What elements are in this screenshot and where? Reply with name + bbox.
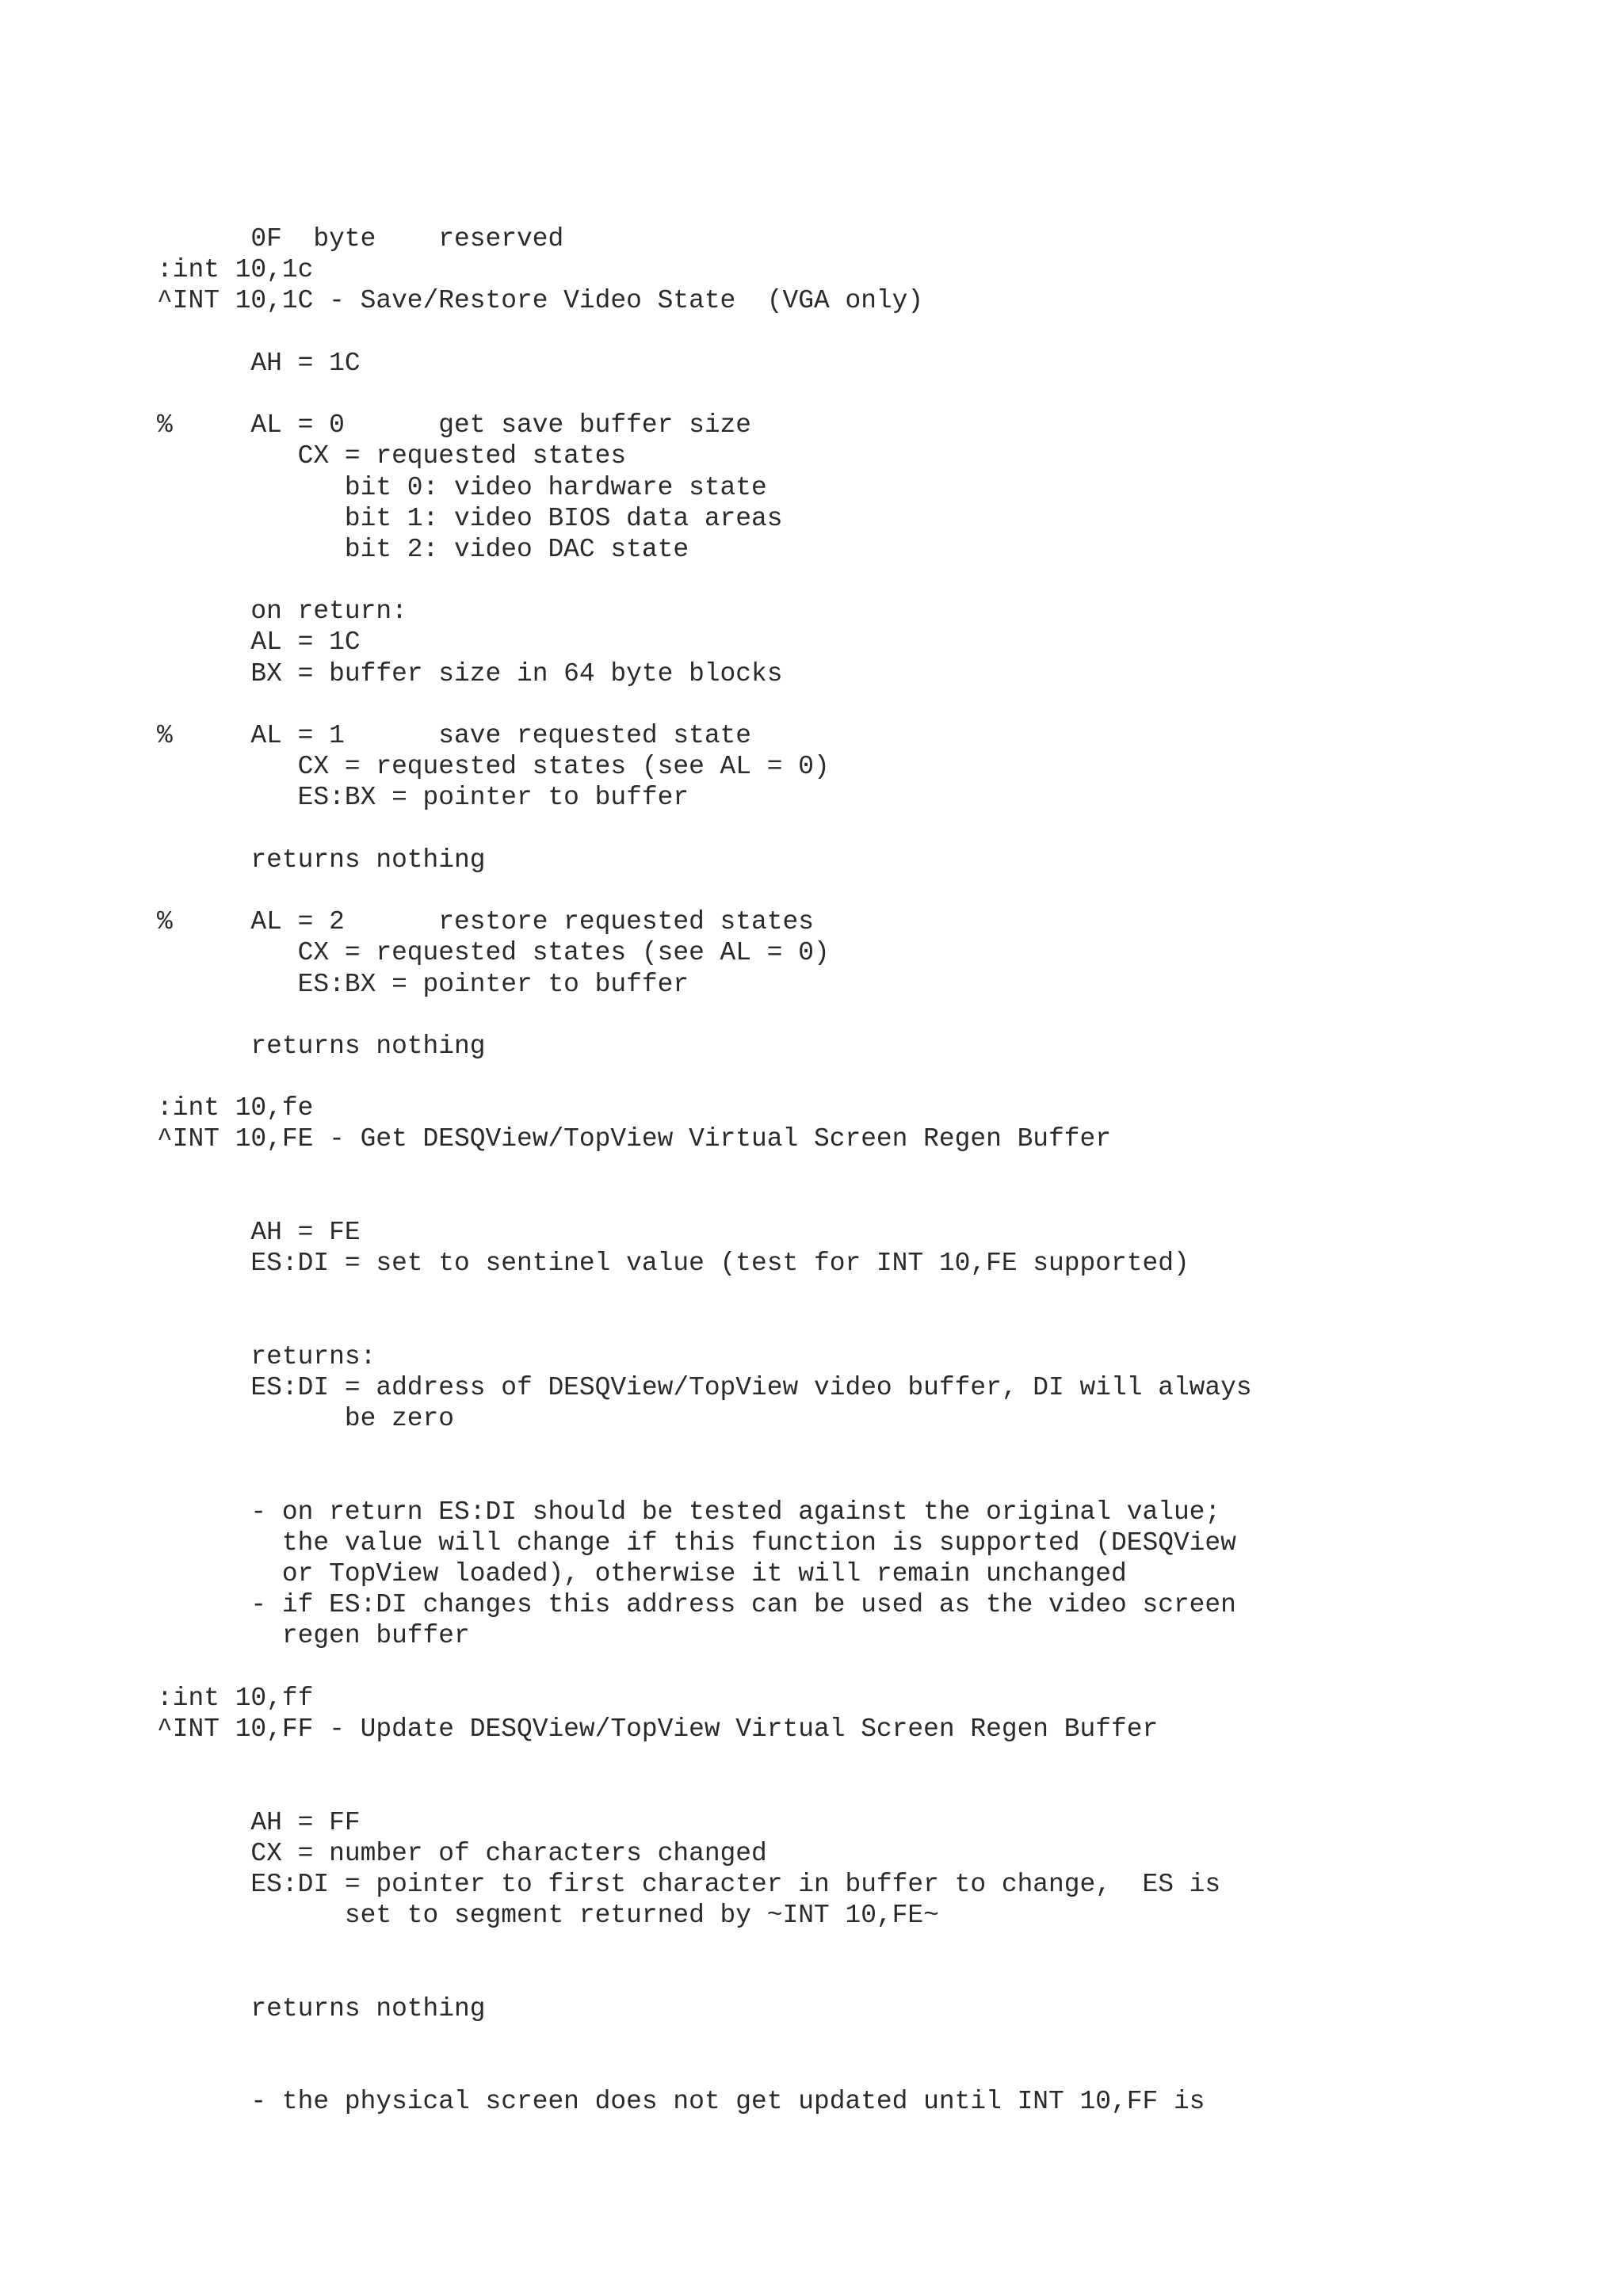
text-line [157,317,1252,348]
text-line [157,1652,1252,1683]
text-line: set to segment returned by ~INT 10,FE~ [157,1901,939,1931]
text-line [157,565,1252,596]
text-line [157,379,1252,410]
text-line: BX = buffer size in 64 byte blocks [157,658,783,688]
text-line: AH = FF [157,1807,361,1837]
text-line: returns nothing [157,1031,486,1061]
text-line [157,1775,1252,1806]
text-line: returns nothing [157,1993,486,2023]
text-line: :int 10,fe [157,1093,314,1123]
text-line: 0F byte reserved [157,224,564,254]
text-line: CX = requested states (see AL = 0) [157,938,830,968]
text-line: - if ES:DI changes this address can be used as the video screen [157,1590,1236,1620]
text-line: AH = FE [157,1218,361,1247]
text-line: ES:DI = pointer to first character in buffer to change, ES is [157,1869,1221,1899]
text-line: be zero [157,1404,455,1434]
text-line: CX = requested states [157,441,627,471]
text-line: ES:DI = address of DESQView/TopView video buffer, DI will always [157,1372,1252,1402]
text-line: ^INT 10,FE - Get DESQView/TopView Virtual Screen Regen Buffer [157,1124,1111,1154]
text-line [157,1062,1252,1093]
text-line [157,1434,1252,1465]
text-line [157,1310,1252,1341]
text-line [157,1279,1252,1310]
text-line: ES:DI = set to sentinel value (test for INT 10,FE supported) [157,1249,1190,1279]
text-line [157,1466,1252,1497]
text-line: returns nothing [157,845,486,875]
text-line [157,1962,1252,1993]
text-line: bit 0: video hardware state [157,472,767,502]
text-line: on return: [157,597,407,627]
text-line [157,1000,1252,1031]
text-line: % AL = 2 restore requested states [157,907,814,937]
text-line: :int 10,1c [157,255,314,285]
text-line: returns: [157,1341,376,1371]
text-line: or TopView loaded), otherwise it will remain unchanged [157,1559,1127,1589]
text-line [157,875,1252,906]
text-line: the value will change if this function is supported (DESQView [157,1527,1236,1558]
text-line: ES:BX = pointer to buffer [157,783,689,813]
text-line: CX = number of characters changed [157,1838,767,1868]
text-line: ^INT 10,FF - Update DESQView/TopView Virtual Screen Regen Buffer [157,1714,1159,1744]
text-line: % AL = 1 save requested state [157,721,752,750]
text-line [157,2024,1252,2055]
text-line: regen buffer [157,1621,470,1651]
text-line: :int 10,ff [157,1683,314,1713]
text-line [157,1155,1252,1186]
text-line: ES:BX = pointer to buffer [157,969,689,999]
text-line [157,1745,1252,1775]
text-line [157,814,1252,845]
text-line: CX = requested states (see AL = 0) [157,752,830,782]
text-line: - on return ES:DI should be tested against the original value; [157,1497,1221,1527]
text-line: - the physical screen does not get updated until INT 10,FF is [157,2087,1205,2117]
text-line: bit 2: video DAC state [157,534,689,564]
document-text [157,223,1252,2117]
text-line: ^INT 10,1C - Save/Restore Video State (VGA only) [157,286,924,316]
text-line: % AL = 0 get save buffer size [157,410,752,441]
text-line: bit 1: video BIOS data areas [157,503,783,533]
text-line: AH = 1C [157,348,361,378]
text-line: AL = 1C [157,627,361,658]
text-line [157,1186,1252,1217]
text-line [157,2055,1252,2086]
text-line [157,1931,1252,1962]
text-line [157,689,1252,720]
